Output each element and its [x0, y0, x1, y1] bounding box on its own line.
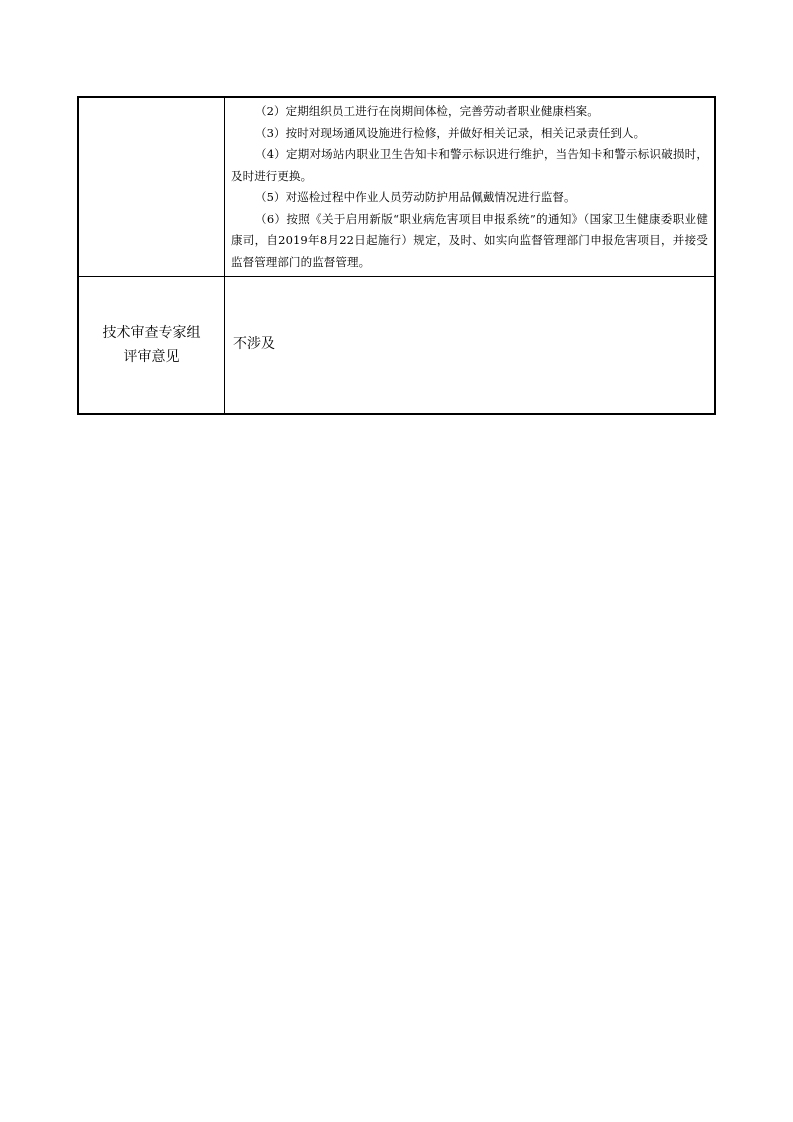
measure-item-6: （6）按照《关于启用新版“职业病危害项目申报系统”的通知》（国家卫生健康委职业健康司，自2019年8月22日起施行）规定，及时、如实向监督管理部门申报危害项目，并接受监督管理部门的监督管理。 — [231, 211, 708, 269]
review-opinion-row — [78, 277, 715, 415]
measures-content-cell — [225, 97, 716, 277]
measure-item-3: （3）按时对现场通风设施进行检修，并做好相关记录，相关记录责任到人。 — [255, 125, 646, 140]
review-table — [77, 96, 716, 415]
measure-item-2: （2）定期组织员工进行在岗期间体检，完善劳动者职业健康档案。 — [255, 104, 599, 118]
measures-list — [225, 98, 714, 276]
measure-item-4: （4）定期对场站内职业卫生告知卡和警示标识进行维护，当告知卡和警示标识破损时，及时进行更换。 — [231, 147, 708, 183]
review-label-line2: 评审意见 — [123, 349, 180, 365]
review-opinion-label — [78, 277, 225, 415]
review-opinion-cell — [225, 277, 716, 415]
review-label-line1: 技术审查专家组 — [102, 325, 201, 341]
review-opinion-text: 不涉及 — [233, 335, 275, 352]
measure-item-5: （5）对巡检过程中作业人员劳动防护用品佩戴情况进行监督。 — [255, 190, 576, 204]
measures-label-cell — [78, 97, 225, 277]
measures-row — [78, 97, 715, 277]
